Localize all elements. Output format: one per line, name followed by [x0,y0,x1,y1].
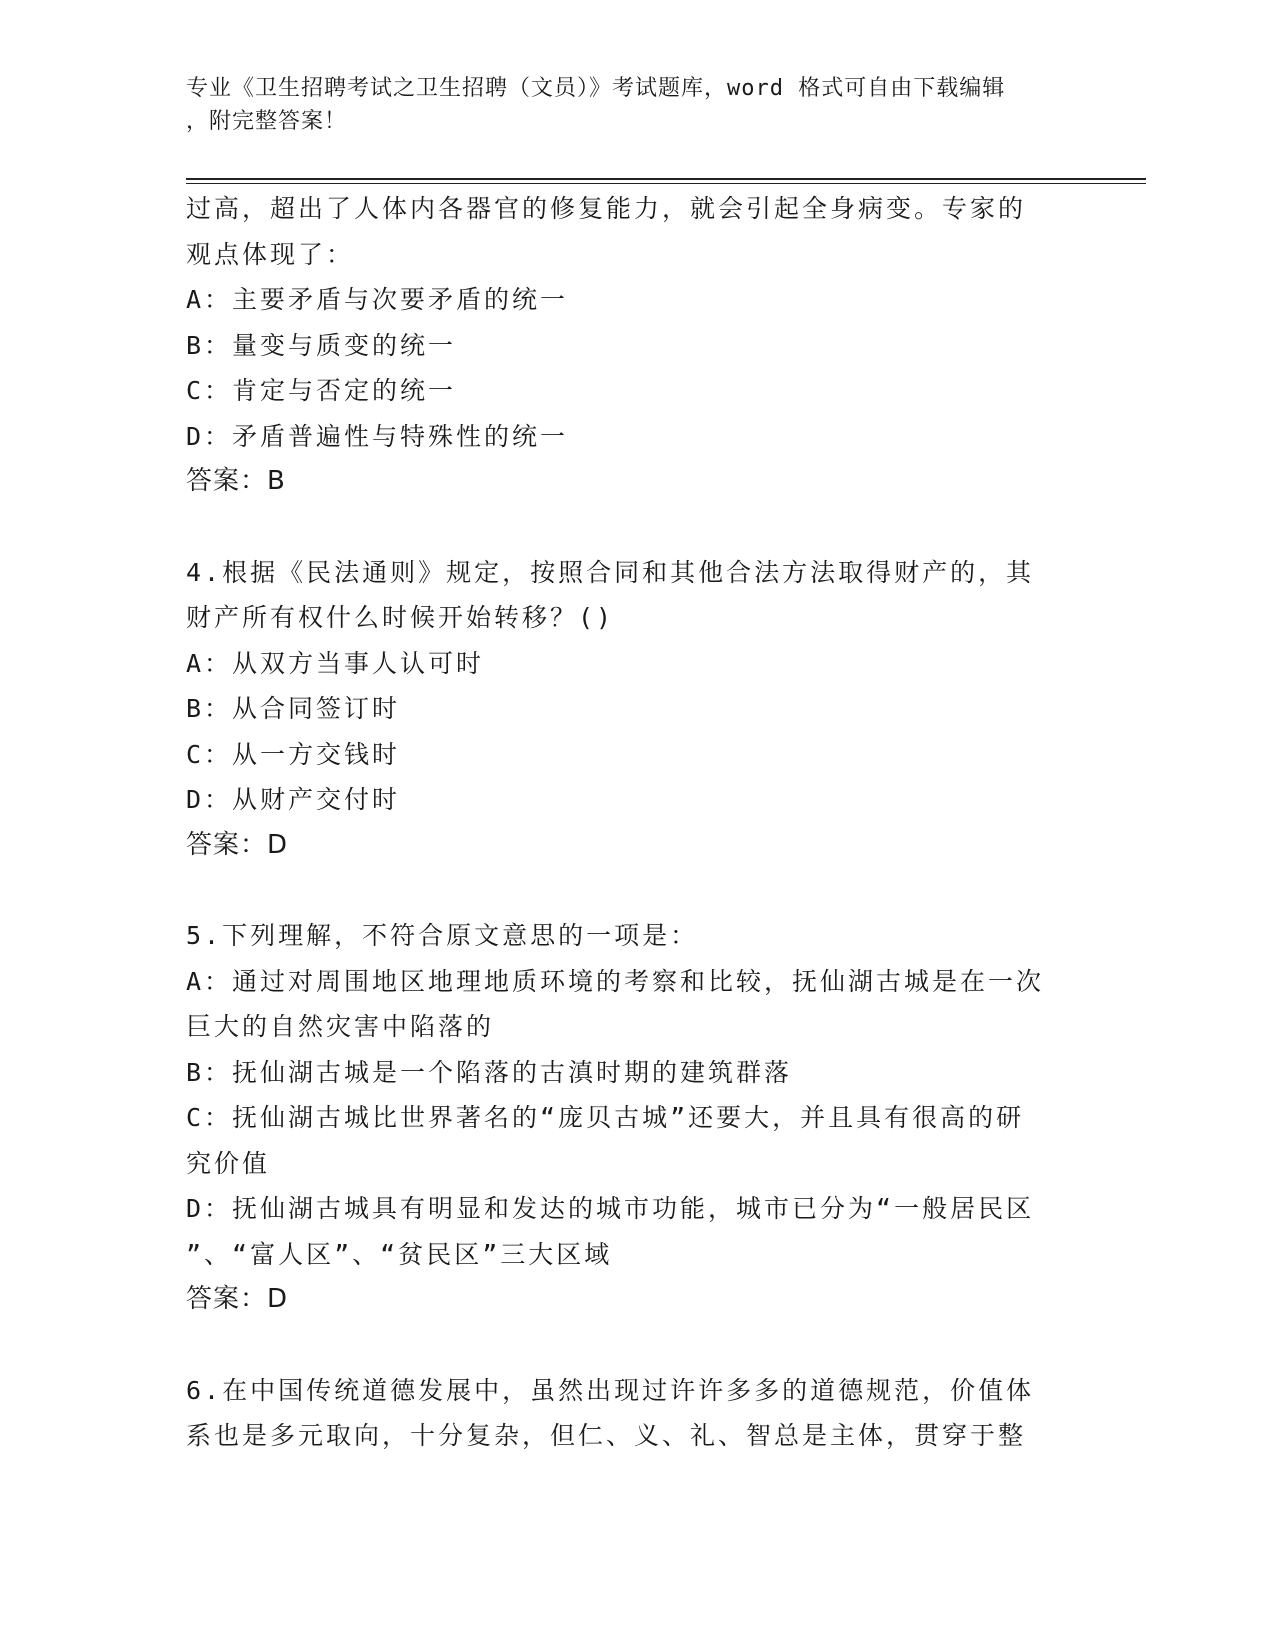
option-c: C：抚仙湖古城比世界著名的“庞贝古城”还要大，并且具有很高的研 [186,1103,1025,1132]
option-a-continued: 巨大的自然灾害中陷落的 [186,1012,495,1041]
question-stem-line: 财产所有权什么时候开始转移？() [186,603,615,632]
option-b: B：抚仙湖古城是一个陷落的古滇时期的建筑群落 [186,1057,793,1087]
answer-line: 答案：B [186,466,286,496]
spacer [186,505,1086,550]
answer-line: 答案：D [186,1284,289,1314]
option-c-continued: 究价值 [186,1148,271,1178]
spacer [186,1323,1086,1368]
option-d-continued: ”、“富人区”、“贫民区”三大区域 [186,1239,613,1269]
question-block [186,186,1086,505]
question-stem-line: 5.下列理解，不符合原文意思的一项是： [186,921,699,950]
option-d: D：矛盾普遍性与特殊性的统一 [186,421,569,451]
option-c: C：从一方交钱时 [186,739,401,769]
question-stem-line: 6.在中国传统道德发展中，虽然出现过许许多多的道德规范，价值体 [186,1375,1035,1405]
option-d: D：抚仙湖古城具有明显和发达的城市功能，城市已分为“一般居民区 [186,1194,1035,1223]
question-block [186,1368,1086,1459]
document-body [186,186,1086,1459]
spacer [186,868,1086,913]
answer-line: 答案：D [186,829,289,860]
option-c: C：肯定与否定的统一 [186,376,457,405]
option-b: B：量变与质变的统一 [186,330,457,360]
page-header [186,72,1086,138]
option-b: B：从合同签订时 [186,694,401,723]
question-stem-line: 系也是多元取向，十分复杂，但仁、义、礼、智总是主体，贯穿于整 [186,1421,1027,1450]
option-a: A：主要矛盾与次要矛盾的统一 [186,285,569,314]
question-stem-line: 观点体现了： [186,239,355,269]
header-text-line-2: ，附完整答案！ [186,109,348,134]
header-divider [186,178,1146,184]
question-block [186,550,1086,869]
option-d: D：从财产交付时 [186,785,401,814]
question-stem-line: 过高，超出了人体内各器官的修复能力，就会引起全身病变。专家的 [186,194,1027,223]
question-stem-line: 4.根据《民法通则》规定，按照合同和其他合法方法取得财产的，其 [186,557,1035,587]
option-a: A：从双方当事人认可时 [186,648,485,678]
question-block [186,913,1086,1323]
header-text-line-1: 专业《卫生招聘考试之卫生招聘（文员）》考试题库，word 格式可自由下载编辑 [186,76,1006,101]
option-a: A：通过对周围地区地理地质环境的考察和比较，抚仙湖古城是在一次 [186,966,1045,996]
